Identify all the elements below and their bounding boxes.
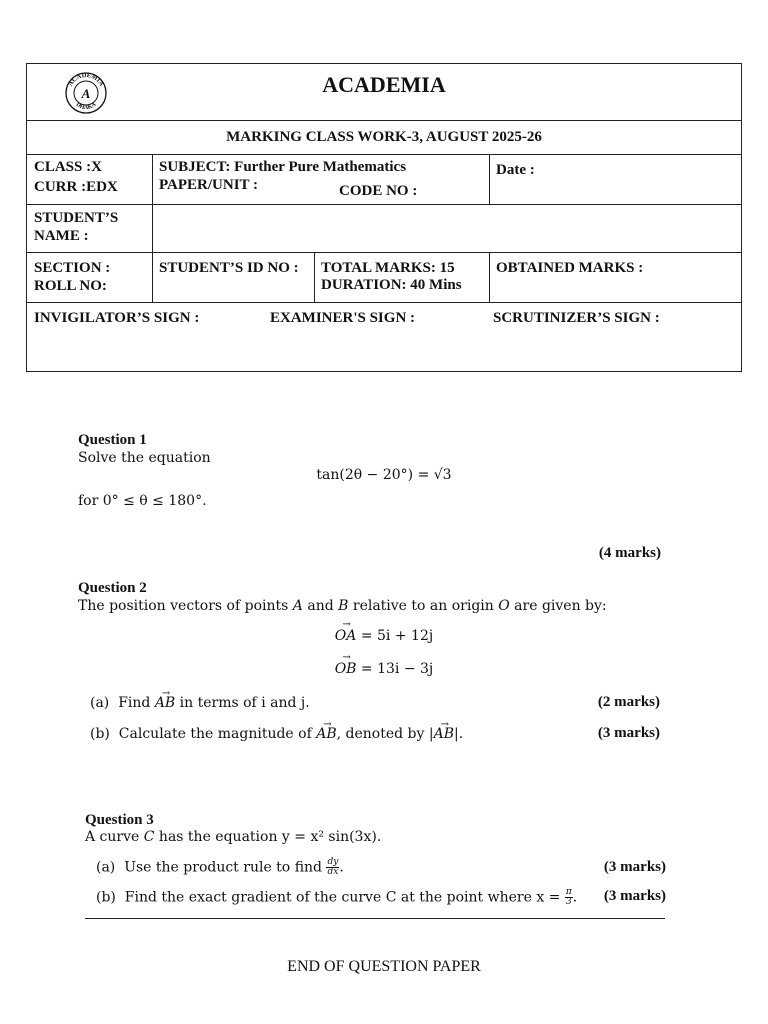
obtained-marks-label: OBTAINED MARKS : (496, 260, 644, 276)
student-name-field[interactable] (152, 205, 741, 252)
question-1-intro: Solve the equation (78, 450, 211, 466)
q2-part-b (90, 725, 463, 743)
total-marks-label: TOTAL MARKS: 15 (321, 260, 455, 276)
q2-oa-vector: → OA (335, 628, 357, 644)
q2-part-b-pre: Calculate the magnitude of (118, 726, 317, 742)
q3-part-b-frac-den: 3 (565, 897, 572, 907)
total-marks-cell (314, 253, 489, 302)
q3-part-a-text: Use the product rule to find (124, 859, 327, 876)
q3-part-a-marks: (3 marks) (603, 859, 666, 875)
section-cell (27, 253, 152, 302)
code-no-label: CODE NO : (339, 183, 418, 199)
q2-intro-end: are given by: (509, 598, 607, 614)
roll-no-label: ROLL NO: (34, 278, 107, 294)
q3-part-b-marks: (3 marks) (603, 888, 666, 904)
q2-part-a-pre: Find (118, 695, 155, 711)
student-name-label-cell (27, 205, 152, 252)
subject-cell (152, 155, 489, 204)
school-title: ACADEMIA (322, 72, 446, 97)
q2-part-b-vector-2: → AB (434, 725, 454, 743)
q2-intro-pre: The position vectors of points (78, 598, 293, 614)
exam-header (26, 63, 742, 372)
q2-oa-rhs: = 5i + 12j (356, 628, 434, 644)
invigilator-sign-label: INVIGILATOR’S SIGN : (34, 310, 200, 326)
q2-intro-post: relative to an origin (348, 598, 499, 614)
q3-intro-pre: A curve (85, 829, 144, 845)
question-2-intro (78, 597, 607, 615)
q2-ob-rhs: = 13i − 3j (356, 661, 434, 677)
q3-part-a (96, 858, 344, 877)
q3-part-b (96, 888, 577, 907)
subject-label: SUBJECT: Further Pure Mathematics (159, 159, 407, 175)
title-row (27, 64, 741, 121)
class-subject-row (27, 155, 741, 205)
examiner-sign-label: EXAMINER'S SIGN : (270, 310, 416, 326)
q3-part-b-fraction (565, 888, 573, 907)
q3-part-a-frac-den: dx (327, 867, 339, 877)
q2-part-b-label: (b) (90, 726, 110, 742)
q3-part-a-label: (a) (96, 859, 116, 876)
scrutinizer-sign-label: SCRUTINIZER’S SIGN : (493, 310, 660, 326)
question-1-marks: (4 marks) (598, 545, 661, 561)
q3-curve: C (143, 829, 155, 845)
date-cell (489, 155, 741, 204)
subtitle-row (27, 121, 741, 155)
q3-part-a-frac-num: dy (327, 857, 339, 867)
duration-label: DURATION: 40 Mins (321, 277, 462, 293)
end-of-paper: END OF QUESTION PAPER (287, 958, 481, 975)
student-id-label: STUDENT’S ID NO : (159, 260, 299, 276)
obtained-marks-cell[interactable] (489, 253, 741, 302)
student-id-cell[interactable] (152, 253, 314, 302)
end-divider (85, 918, 665, 919)
q2-part-b-post: |. (454, 726, 464, 742)
q2-ob-equation (0, 661, 768, 677)
student-name-row (27, 205, 741, 253)
q3-part-b-end: . (572, 889, 578, 906)
q2-part-a (90, 694, 310, 712)
q3-part-b-frac-num: π (565, 887, 572, 897)
question-3-intro (85, 828, 381, 846)
curriculum-label: CURR :EDX (34, 179, 118, 195)
q2-oa-equation (0, 628, 768, 644)
paper-unit-label: PAPER/UNIT : (159, 177, 259, 193)
class-label: CLASS :X (34, 159, 102, 175)
question-3-title: Question 3 (85, 812, 154, 828)
question-1-range: for 0° ≤ θ ≤ 180°. (78, 493, 207, 509)
q2-part-b-vector: → AB (316, 725, 336, 743)
q2-part-a-marks: (2 marks) (597, 694, 660, 710)
q2-point-a: A (292, 598, 303, 614)
q3-part-a-fraction (326, 858, 339, 877)
q2-ob-vector: → OB (335, 661, 357, 677)
q3-intro-post: has the equation y = x² sin(3x). (154, 829, 382, 845)
q2-part-a-vector: → AB (155, 694, 175, 712)
date-label: Date : (496, 162, 535, 178)
section-row (27, 253, 741, 303)
q2-and: and (302, 598, 339, 614)
q2-origin: O (498, 598, 510, 614)
student-name-label-1: STUDENT’S (34, 210, 119, 226)
q3-part-b-label: (b) (96, 889, 116, 906)
question-1-title: Question 1 (78, 432, 147, 448)
q2-point-b: B (338, 598, 349, 614)
class-cell (27, 155, 152, 204)
q2-part-a-label: (a) (90, 695, 110, 711)
logo-text-top: ACADEMIA (67, 71, 105, 88)
q2-part-a-post: in terms of i and j. (175, 695, 310, 711)
question-1-equation: tan(2θ − 20°) = √3 (316, 467, 452, 483)
q2-part-b-mid: , denoted by | (336, 726, 434, 742)
exam-subtitle: MARKING CLASS WORK-3, AUGUST 2025-26 (226, 129, 542, 145)
section-label: SECTION : (34, 260, 111, 276)
q3-part-a-end: . (339, 859, 344, 876)
question-2-title: Question 2 (78, 580, 147, 596)
student-name-label-2: NAME : (34, 228, 89, 244)
q3-part-b-text: Find the exact gradient of the curve C at the point where x = (124, 889, 565, 906)
svg-text:DHAKA (75, 101, 98, 111)
q2-part-b-marks: (3 marks) (597, 725, 660, 741)
logo-text-bottom: DHAKA (74, 101, 98, 111)
logo-letter: A (81, 86, 91, 101)
